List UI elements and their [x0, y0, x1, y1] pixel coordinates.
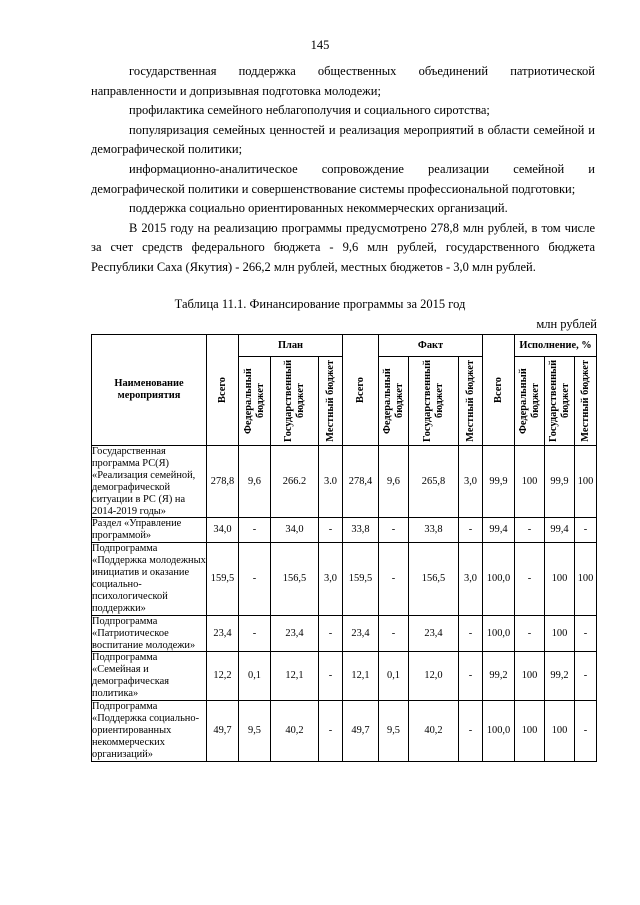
cell-value: - — [515, 615, 545, 652]
cell-value: 99,9 — [483, 446, 515, 518]
page-number: 145 — [310, 38, 330, 52]
cell-value: 99,4 — [545, 518, 575, 543]
cell-value: 100 — [545, 701, 575, 762]
paragraph: поддержка социально ориентированных некоммерческих организаций. — [129, 201, 508, 216]
cell-value: 100,0 — [483, 701, 515, 762]
row-name: Подпрограмма «Семейная и демографическая политика» — [92, 652, 207, 701]
header-plan: План — [239, 335, 343, 357]
cell-value: 12,1 — [343, 652, 379, 701]
table-row — [92, 652, 597, 701]
cell-value: 100 — [545, 543, 575, 615]
header-exec-total: Всего — [483, 335, 515, 446]
table-row — [92, 701, 597, 762]
cell-value: 265,8 — [409, 446, 459, 518]
cell-value: 12,0 — [409, 652, 459, 701]
cell-value: 9,6 — [379, 446, 409, 518]
paragraph: профилактика семейного неблагополучия и социального сиротства; — [129, 103, 490, 118]
cell-value: 9,5 — [379, 701, 409, 762]
cell-value: 9,6 — [239, 446, 271, 518]
cell-value: 156,5 — [409, 543, 459, 615]
table-header-row — [92, 335, 597, 357]
cell-value: - — [319, 518, 343, 543]
header-fact-federal: Федеральный бюджет — [379, 357, 409, 446]
cell-value: 40,2 — [409, 701, 459, 762]
cell-value: 100 — [545, 615, 575, 652]
cell-value: 9,5 — [239, 701, 271, 762]
row-name: Государственная программа РС(Я) «Реализация семейной, демографической ситуации в РС (Я) на 2014-2019 годы» — [92, 446, 207, 518]
cell-value: - — [239, 543, 271, 615]
cell-value: 40,2 — [271, 701, 319, 762]
header-fact: Факт — [379, 335, 483, 357]
cell-value: 0,1 — [239, 652, 271, 701]
paragraph: В 2015 году на реализацию программы предусмотрено 278,8 млн рублей, в том числе за счет средств федерального бюджета - 9,6 млн рублей, государственного бюджета Республики Саха (Якутия) - 266,2 млн рублей, местных бюджетов - 3,0 млн рублей. — [91, 220, 595, 274]
header-plan-state: Государственный бюджет — [271, 357, 319, 446]
table-row — [92, 518, 597, 543]
cell-value: 100 — [515, 446, 545, 518]
table-row — [92, 446, 597, 518]
cell-value: 99,9 — [545, 446, 575, 518]
row-name: Подпрограмма «Патриотическое воспитание молодежи» — [92, 615, 207, 652]
financing-table — [91, 334, 597, 762]
header-plan-federal: Федеральный бюджет — [239, 357, 271, 446]
header-fact-state: Государственный бюджет — [409, 357, 459, 446]
cell-value: 23,4 — [271, 615, 319, 652]
cell-value: 100 — [515, 652, 545, 701]
paragraph: государственная поддержка общественных объединений патриотической направленности и допризывная подготовка молодежи; — [91, 64, 595, 98]
cell-value: - — [575, 518, 597, 543]
row-name: Подпрограмма «Поддержка социально-ориентированных некоммерческих организаций» — [92, 701, 207, 762]
cell-value: 3,0 — [319, 543, 343, 615]
row-name: Подпрограмма «Поддержка молодежных инициатив и оказание социально-психологической поддержки» — [92, 543, 206, 614]
cell-value: 278,4 — [343, 446, 379, 518]
header-name: Наименование мероприятия — [92, 335, 207, 446]
table-row — [92, 615, 597, 652]
cell-value: - — [459, 615, 483, 652]
cell-value: - — [319, 615, 343, 652]
cell-value: 3,0 — [459, 543, 483, 615]
cell-value: 33,8 — [409, 518, 459, 543]
header-fact-local: Местный бюджет — [459, 357, 483, 446]
cell-value: - — [239, 615, 271, 652]
paragraph: популяризация семейных ценностей и реализация мероприятий в области семейной и демографической политики; — [91, 122, 595, 157]
header-plan-local: Местный бюджет — [319, 357, 343, 446]
header-exec-local: Местный бюджет — [575, 357, 597, 446]
header-plan-total: Всего — [207, 335, 239, 446]
cell-value: 23,4 — [343, 615, 379, 652]
cell-value: 156,5 — [271, 543, 319, 615]
cell-value: 100 — [575, 543, 597, 615]
cell-value: - — [575, 701, 597, 762]
cell-value: 159,5 — [343, 543, 379, 615]
cell-value: 100 — [575, 446, 597, 518]
cell-value: - — [575, 615, 597, 652]
cell-value: 0,1 — [379, 652, 409, 701]
header-fact-total: Всего — [343, 335, 379, 446]
table-caption: Таблица 11.1. Финансирование программы за 2015 год — [174, 297, 466, 311]
body-text — [91, 62, 595, 278]
header-exec-federal: Федеральный бюджет — [515, 357, 545, 446]
cell-value: 34,0 — [207, 518, 239, 543]
header-exec-state: Государственный бюджет — [545, 357, 575, 446]
cell-value: 12,1 — [271, 652, 319, 701]
cell-value: - — [379, 518, 409, 543]
cell-value: 278,8 — [207, 446, 239, 518]
cell-value: - — [239, 518, 271, 543]
row-name: Раздел «Управление программой» — [92, 518, 207, 543]
cell-value: 49,7 — [207, 701, 239, 762]
cell-value: 3.0 — [319, 446, 343, 518]
cell-value: 3,0 — [459, 446, 483, 518]
cell-value: - — [319, 701, 343, 762]
cell-value: 99,4 — [483, 518, 515, 543]
cell-value: 266.2 — [271, 446, 319, 518]
cell-value: 49,7 — [343, 701, 379, 762]
cell-value: - — [319, 652, 343, 701]
cell-value: 33,8 — [343, 518, 379, 543]
table-row — [92, 543, 597, 615]
cell-value: - — [459, 701, 483, 762]
cell-value: - — [515, 518, 545, 543]
cell-value: 100 — [515, 701, 545, 762]
cell-value: 12,2 — [207, 652, 239, 701]
cell-value: - — [459, 518, 483, 543]
paragraph: информационно-аналитическое сопровождение реализации семейной и демографической политики и совершенствование системы профессиональной подготовки; — [91, 161, 595, 196]
cell-value: 23,4 — [207, 615, 239, 652]
cell-value: 34,0 — [271, 518, 319, 543]
cell-value: - — [379, 615, 409, 652]
cell-value: 159,5 — [207, 543, 239, 615]
cell-value: - — [379, 543, 409, 615]
cell-value: 99,2 — [483, 652, 515, 701]
header-execution: Исполнение, % — [515, 335, 597, 357]
table-body — [92, 446, 597, 762]
cell-value: 99,2 — [545, 652, 575, 701]
cell-value: 100,0 — [483, 615, 515, 652]
cell-value: - — [459, 652, 483, 701]
table-units: млн рублей — [536, 317, 597, 331]
cell-value: - — [575, 652, 597, 701]
cell-value: - — [515, 543, 545, 615]
cell-value: 100,0 — [483, 543, 515, 615]
cell-value: 23,4 — [409, 615, 459, 652]
